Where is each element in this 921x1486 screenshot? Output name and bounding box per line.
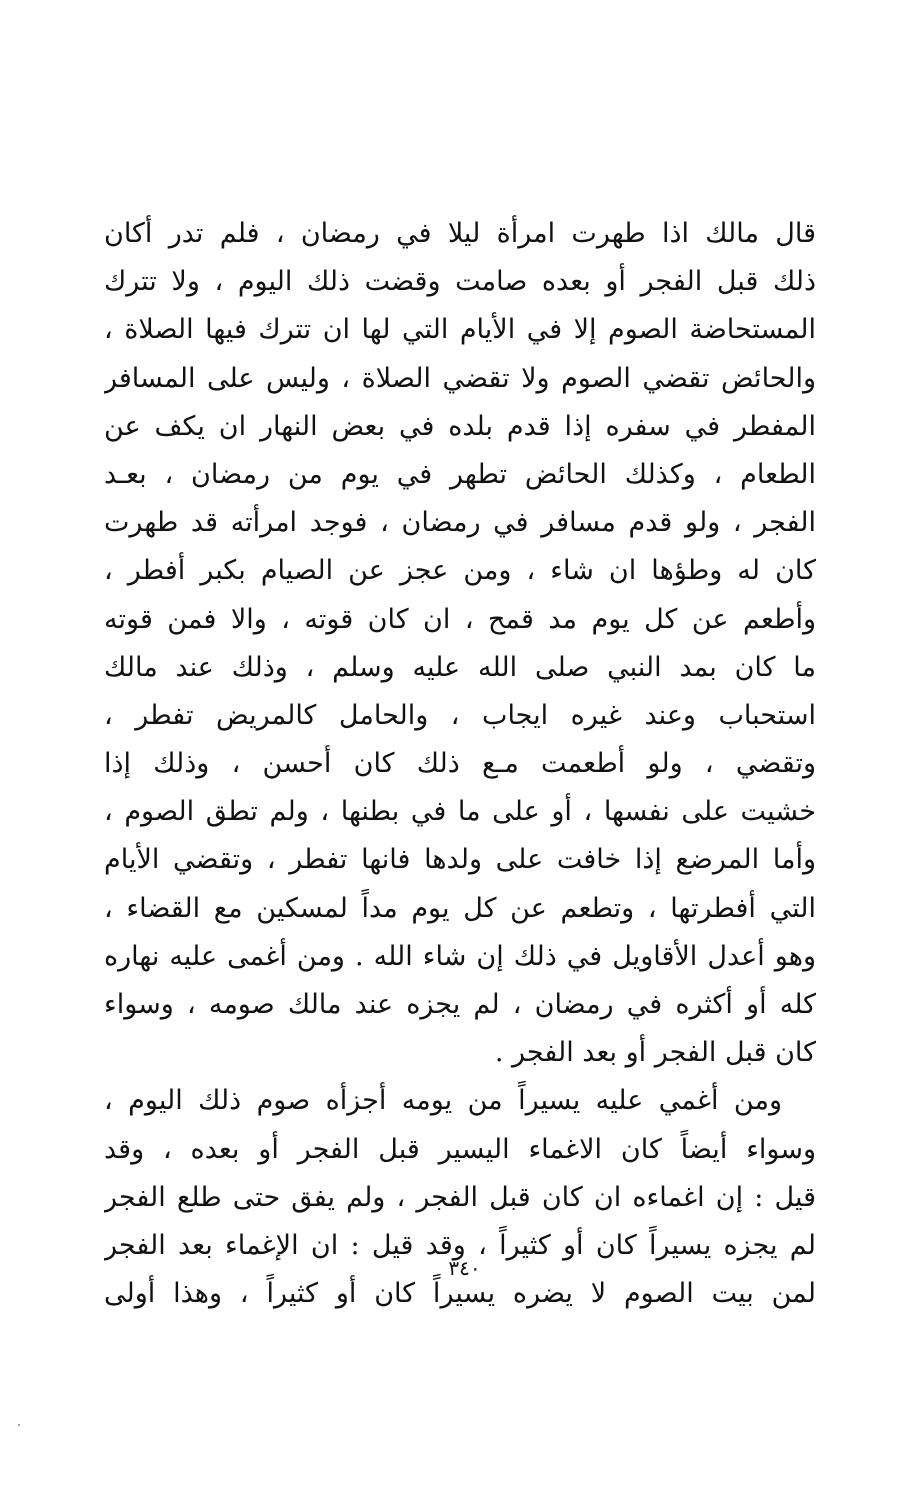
text-line-2: ذلك قبل الفجر أو بعده صامت وقضت ذلك اليوم ، ولا تترك [104,266,816,298]
text-line-19: ومن أغمي عليه يسيراً من يومه أجزأه صوم ذلك اليوم ، [104,1085,782,1117]
text-line-8: كان له وطؤها ان شاء ، ومن عجز عن الصيام بكبر أفطر ، [104,555,816,587]
text-line-18: كان قبل الفجر أو بعد الفجر . [494,1037,816,1069]
scan-speck [18,1424,20,1426]
text-line-7: الفجر ، ولو قدم مسافر في رمضان ، فوجد امرأته قد طهرت [104,507,816,539]
text-line-17: كله أو أكثره في رمضان ، لم يجزه عند مالك صومه ، وسواء [104,989,816,1020]
text-line-14: وأما المرضع إذا خافت على ولدها فانها تفطر ، وتقضي الأيام [104,844,816,876]
text-line-4: والحائض تقضي الصوم ولا تقضي الصلاة ، وليس على المسافر [104,362,816,394]
text-line-11: استحباب وعند غيره ايجاب ، والحامل كالمريض تفطر ، [104,699,816,731]
text-line-13: خشيت على نفسها ، أو على ما في بطنها ، ولم تطق الصوم ، [104,796,816,828]
text-line-16: وهو أعدل الأقاويل في ذلك إن شاء الله . ومن أغمى عليه نهاره [104,940,816,972]
text-line-5: المفطر في سفره إذا قدم بلده في بعض النهار ان يكف عن [104,410,816,442]
text-line-3: المستحاضة الصوم إلا في الأيام التي لها ان تترك فيها الصلاة ، [104,314,816,346]
text-line-20: وسواء أيضاً كان الاغماء اليسير قبل الفجر أو بعده ، وقد [104,1133,816,1165]
text-line-22: لم يجزه يسيراً كان أو كثيراً ، وقد قيل : ان الإغماء بعد الفجر [104,1229,816,1261]
text-line-21: قيل : إن اغماءه ان كان قبل الفجر ، ولم يفق حتى طلع الفجر [104,1181,816,1213]
text-line-15: التي أفطرتها ، وتطعم عن كل يوم مداً لمسكين مع القضاء ، [104,892,816,924]
text-line-6: الطعام ، وكذلك الحائض تطهر في يوم من رمضان ، بعـد [104,458,816,490]
text-line-12: وتقضي ، ولو أطعمت مـع ذلك كان أحسن ، وذلك إذا [104,748,816,780]
text-line-9: وأطعم عن كل يوم مد قمح ، ان كان قوته ، والا فمن قوته [104,603,816,635]
text-line-10: ما كان بمد النبي صلى الله عليه وسلم ، وذلك عند مالك [104,651,816,683]
page-number: ٣٤٠ [448,1256,481,1280]
body-text [104,210,816,1318]
text-line-1: قال مالك اذا طهرت امرأة ليلا في رمضان ، فلم تدر أكان [104,218,816,249]
text-line-23: لمن بيت الصوم لا يضره يسيراً كان أو كثيراً ، وهذا أولى [104,1278,816,1310]
